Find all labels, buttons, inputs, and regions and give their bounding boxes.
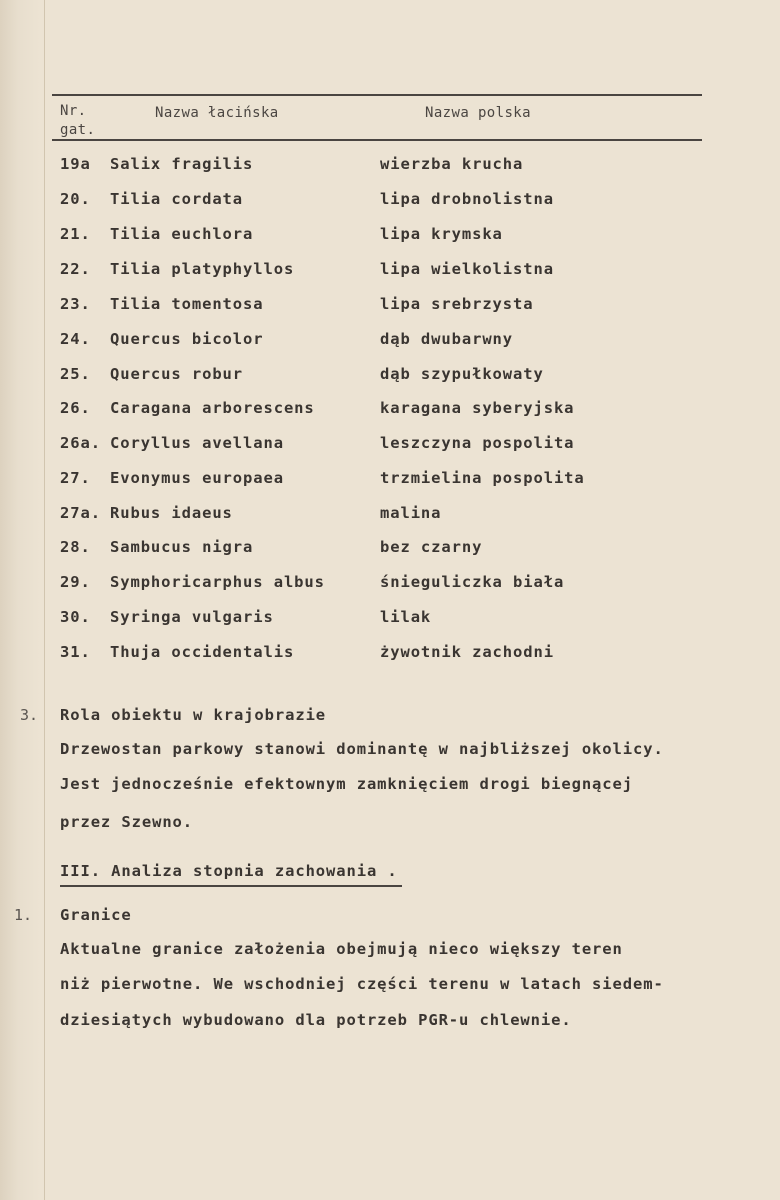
page-fold-line (44, 0, 45, 1200)
section-iii-heading: III. Analiza stopnia zachowania . (60, 862, 398, 880)
row-number: 26. (60, 399, 91, 417)
section-3-title: Rola obiektu w krajobrazie (60, 706, 327, 724)
row-latin-name: Syringa vulgaris (110, 608, 274, 626)
row-number: 31. (60, 643, 91, 661)
row-latin-name: Evonymus europaea (110, 469, 284, 487)
section-1-text-line: dziesiątych wybudowano dla potrzeb PGR-u chlewnie. (60, 1011, 572, 1029)
row-number: 19a (60, 155, 91, 173)
section-1-text-line: niż pierwotne. We wschodniej części terenu w latach siedem- (60, 975, 664, 993)
row-polish-name: karagana syberyjska (380, 399, 575, 417)
row-polish-name: malina (380, 504, 442, 522)
row-latin-name: Tilia tomentosa (110, 295, 264, 313)
row-polish-name: dąb dwubarwny (380, 330, 514, 348)
row-latin-name: Coryllus avellana (110, 434, 284, 452)
row-number: 26a. (60, 434, 101, 452)
section-1-margin-number: 1. (14, 906, 33, 924)
row-number: 27. (60, 469, 91, 487)
row-latin-name: Tilia cordata (110, 190, 244, 208)
row-number: 28. (60, 538, 91, 556)
row-number: 29. (60, 573, 91, 591)
row-polish-name: żywotnik zachodni (380, 643, 554, 661)
row-polish-name: lipa wielkolistna (380, 260, 554, 278)
row-polish-name: lipa srebrzysta (380, 295, 534, 313)
table-header-rule (52, 139, 702, 141)
row-polish-name: lipa drobnolistna (380, 190, 554, 208)
row-latin-name: Tilia platyphyllos (110, 260, 295, 278)
header-nr-line1: Nr. (60, 103, 87, 119)
row-polish-name: leszczyna pospolita (380, 434, 575, 452)
row-latin-name: Caragana arborescens (110, 399, 315, 417)
row-number: 21. (60, 225, 91, 243)
row-number: 20. (60, 190, 91, 208)
row-number: 25. (60, 365, 91, 383)
row-number: 23. (60, 295, 91, 313)
row-number: 27a. (60, 504, 101, 522)
row-number: 30. (60, 608, 91, 626)
row-latin-name: Salix fragilis (110, 155, 254, 173)
row-latin-name: Rubus idaeus (110, 504, 233, 522)
row-number: 22. (60, 260, 91, 278)
row-latin-name: Quercus robur (110, 365, 244, 383)
row-polish-name: dąb szypułkowaty (380, 365, 544, 383)
row-number: 24. (60, 330, 91, 348)
section-iii-heading-underline (60, 885, 402, 887)
row-polish-name: bez czarny (380, 538, 483, 556)
section-1-title: Granice (60, 906, 132, 924)
row-latin-name: Thuja occidentalis (110, 643, 295, 661)
row-latin-name: Tilia euchlora (110, 225, 254, 243)
header-nr-line2: gat. (60, 122, 96, 138)
section-3-text-line: przez Szewno. (60, 813, 194, 831)
row-polish-name: lilak (380, 608, 432, 626)
row-latin-name: Sambucus nigra (110, 538, 254, 556)
section-3-margin-number: 3. (20, 706, 39, 724)
header-latin-name: Nazwa łacińska (155, 105, 279, 121)
section-1-text-line: Aktualne granice założenia obejmują nieco większy teren (60, 940, 623, 958)
header-polish-name: Nazwa polska (425, 105, 531, 121)
row-latin-name: Quercus bicolor (110, 330, 264, 348)
section-3-text-line: Jest jednocześnie efektownym zamknięciem drogi biegnącej (60, 775, 633, 793)
row-polish-name: trzmielina pospolita (380, 469, 585, 487)
section-3-text-line: Drzewostan parkowy stanowi dominantę w najbliższej okolicy. (60, 740, 664, 758)
row-polish-name: śnieguliczka biała (380, 573, 565, 591)
table-top-rule (52, 94, 702, 96)
row-polish-name: lipa krymska (380, 225, 503, 243)
row-latin-name: Symphoricarphus albus (110, 573, 325, 591)
row-polish-name: wierzba krucha (380, 155, 524, 173)
